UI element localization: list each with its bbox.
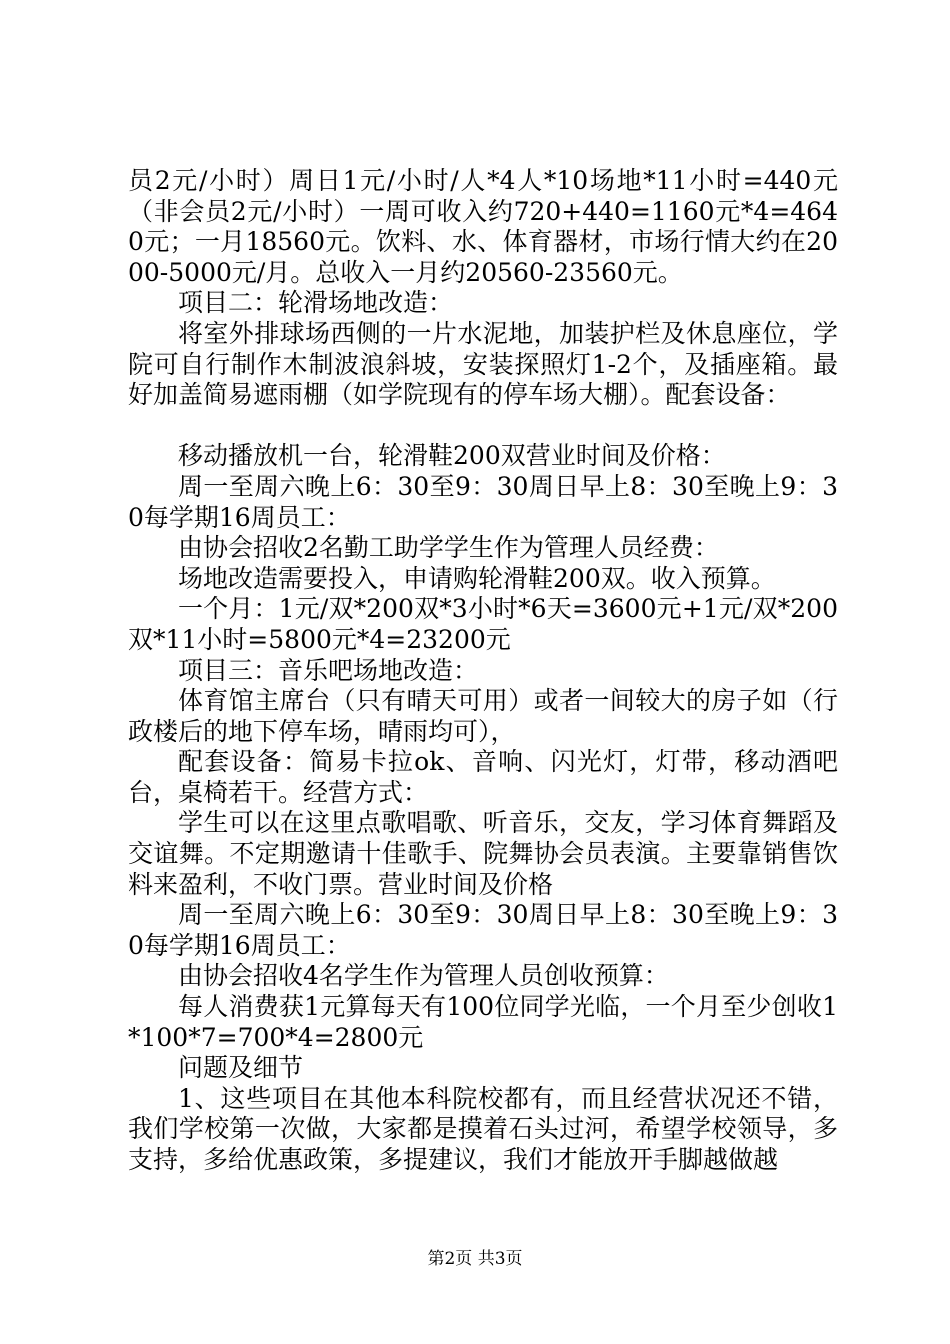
paragraph-issue-1: 1、这些项目在其他本科院校都有，而且经营状况还不错，我们学校第一次做，大家都是摸着石头过河，希望学校领导，多支持，多给优惠政策，多提建议，我们才能放开手脚越做越 (128, 1083, 838, 1174)
paragraph-project-3-staff: 由协会招收4名学生作为管理人员创收预算： (178, 961, 669, 991)
paragraph-project-2-staff: 由协会招收2名勤工助学学生作为管理人员经费： (178, 533, 719, 563)
paragraph-project-2-income: 一个月：1元/双*200双*3小时*6天=3600元+1元/双*200双*11小时=5800元*4=23200元 (128, 594, 838, 654)
paragraph-gap (128, 411, 838, 442)
paragraph-project-3-equipment: 配套设备：简易卡拉ok、音响、闪光灯，灯带，移动酒吧台，桌椅若干。经营方式： (128, 747, 838, 807)
document-body (128, 166, 838, 1176)
paragraph-project-2-site: 将室外排球场西侧的一片水泥地，加装护栏及休息座位，学院可自行制作木制波浪斜坡，安装探照灯1-2个，及插座箱。最好加盖简易遮雨棚（如学院现有的停车场大棚）。配套设备： (128, 318, 838, 410)
section-heading-project-2: 项目二：轮滑场地改造： (178, 288, 454, 318)
paragraph-project-3-hours: 周一至周六晚上6：30至9：30周日早上8：30至晚上9：30每学期16周员工： (128, 900, 838, 960)
paragraph-project-3-income: 每人消费获1元算每天有100位同学光临，一个月至少创收1*100*7=700*4=2800元 (128, 992, 838, 1052)
page-number-footer: 第2页 共3页 (427, 1249, 523, 1269)
paragraph-project-2-equipment: 移动播放机一台，轮滑鞋200双营业时间及价格： (178, 441, 726, 471)
paragraph-continuation: 员2元/小时）周日1元/小时/人*4人*10场地*11小时=440元（非会员2元/小时）一周可收入约720+440=1160元*4=4640元；一月18560元。饮料、水、体育器材，市场行情大约在2000-5000元/月。总收入一月约20560-23560元。 (128, 166, 838, 287)
section-heading-project-3: 项目三：音乐吧场地改造： (178, 655, 479, 685)
paragraph-project-3-operation: 学生可以在这里点歌唱歌、听音乐，交友，学习体育舞蹈及交谊舞。不定期邀请十佳歌手、院舞协会员表演。主要靠销售饮料来盈利，不收门票。营业时间及价格 (128, 808, 838, 899)
paragraph-project-2-budget: 场地改造需要投入，申请购轮滑鞋200双。收入预算。 (178, 563, 776, 593)
section-heading-issues: 问题及细节 (178, 1053, 304, 1083)
paragraph-project-2-hours: 周一至周六晚上6：30至9：30周日早上8：30至晚上9：30每学期16周员工： (128, 471, 838, 532)
paragraph-project-3-site: 体育馆主席台（只有晴天可用）或者一间较大的房子如（行政楼后的地下停车场，晴雨均可）， (128, 686, 838, 746)
